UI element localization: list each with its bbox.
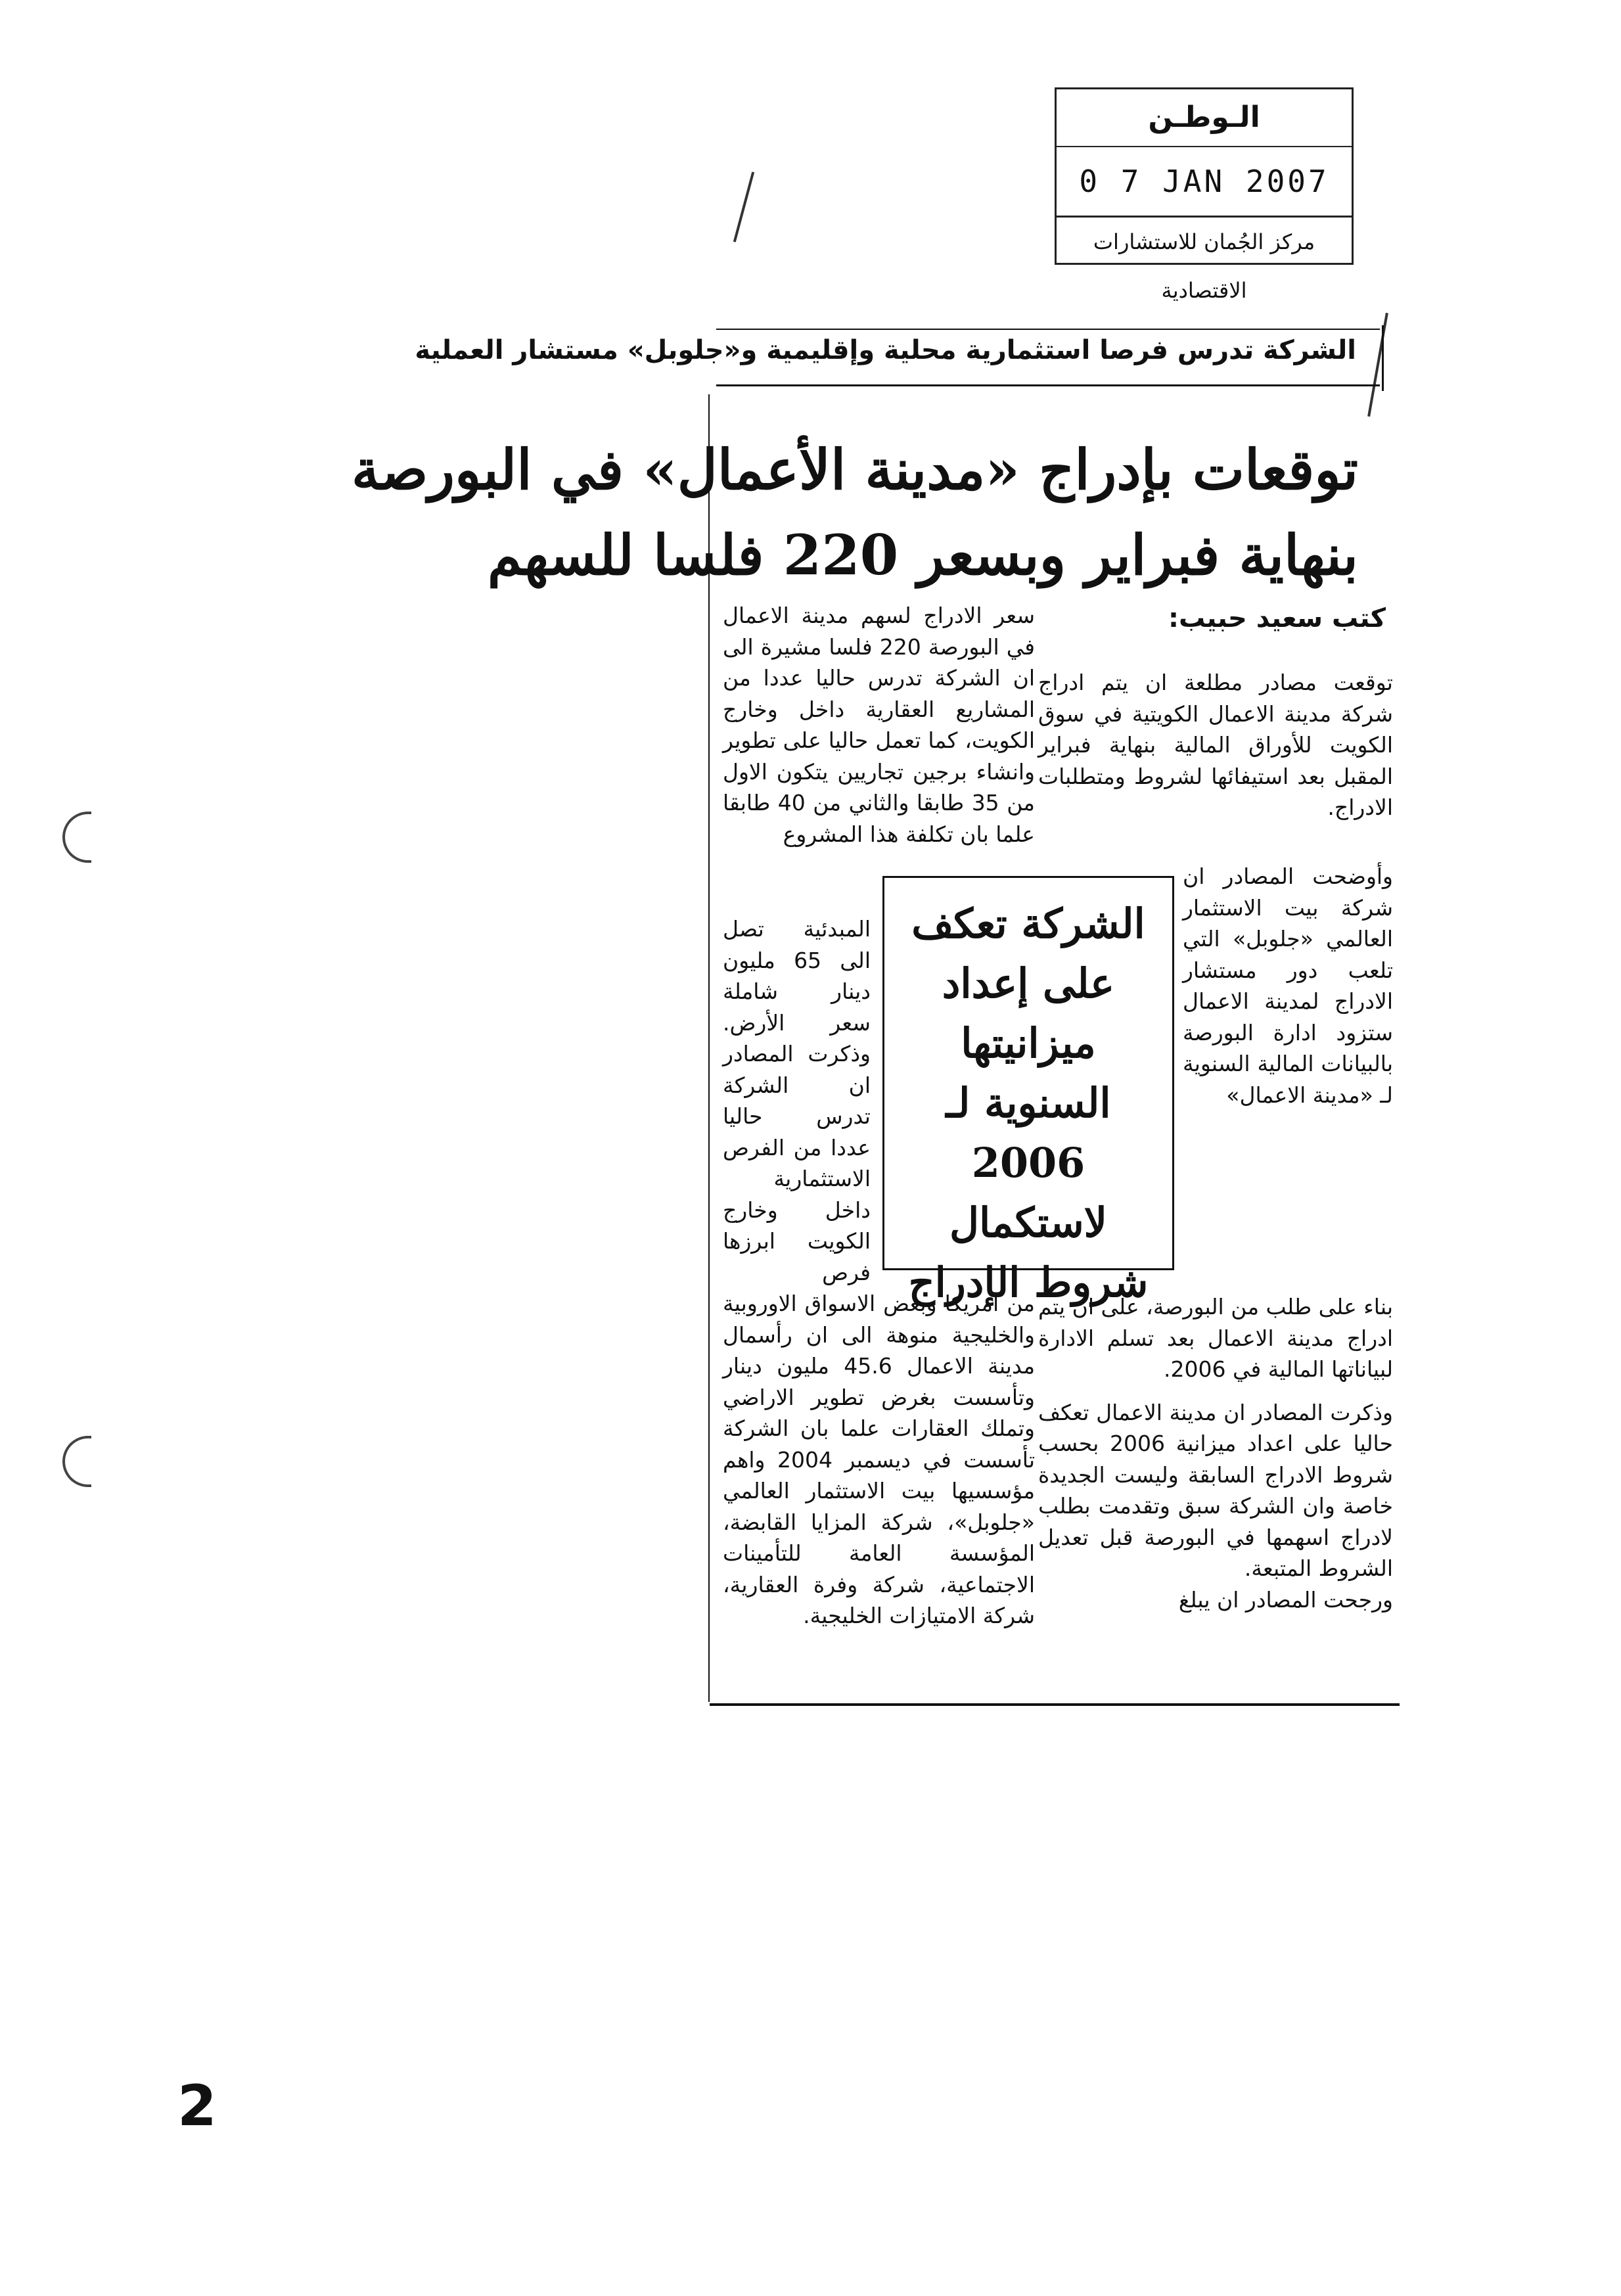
divider [716, 384, 1380, 386]
stamp-date: 0 7 JAN 2007 [1079, 164, 1329, 199]
paragraph: ورجحت المصادر ان يبلغ [1178, 1586, 1393, 1613]
paragraph: المبدئية تصل الى 65 مليون دينار شاملة سعر الأرض. وذكرت المصادر ان الشركة تدرس حاليا عددا من الفرص الاستثمارية داخل وخارج الكويت ابرزها فرص [723, 916, 871, 1285]
paragraph: سعر الادراج لسهم مدينة الاعمال في البورصة 220 فلسا مشيرة الى ان الشركة تدرس حاليا عددا من المشاريع العقارية داخل وخارج الكويت، كما تعمل حاليا على تطوير وانشاء برجين تجاريين يتكون الاول من 35 طابقا والثاني من 40 طابقا علما بان تكلفة هذا المشروع [723, 603, 1035, 847]
article-column-left-bottom [723, 1288, 1035, 1632]
stamp-newspaper-name: الـوطـن [1057, 89, 1352, 147]
article-column-left-narrow [723, 913, 871, 1288]
divider [710, 1703, 1400, 1706]
binder-hole [62, 812, 91, 863]
stamp-center-name: مركز الجُمان للاستشارات الاقتصادية [1057, 216, 1352, 266]
divider [716, 329, 1380, 330]
divider [1382, 325, 1384, 391]
article-column-right-narrow [1183, 861, 1393, 1111]
page-number: 2 [177, 2073, 217, 2139]
article-column-right-bottom [1038, 1291, 1393, 1615]
paragraph: وذكرت المصادر ان مدينة الاعمال تعكف حاليا على اعداد ميزانية 2006 بحسب شروط الادراج السابقة وليست الجديدة خاصة وان الشركة سبق وتقدمت بطلب لادراج اسهمها في البورصة قبل تعديل الشروط المتبعة. [1038, 1399, 1393, 1581]
byline: كتب سعيد حبيب: [1168, 603, 1386, 633]
binder-hole [62, 1436, 91, 1487]
pull-quote-box [882, 876, 1174, 1306]
pull-quote-text: الشركة تعكف على إعداد ميزانيتها السنوية لـ 2006 لاستكمال شروط الإدراج [908, 900, 1149, 1306]
article-column-left-top [723, 600, 1035, 850]
newspaper-stamp [1055, 87, 1354, 303]
pen-mark [733, 172, 754, 242]
article-column-right-top [1038, 667, 1393, 823]
article-kicker: الشركة تدرس فرصا استثمارية محلية وإقليمية و«جلوبل» مستشار العملية [415, 335, 1356, 365]
headline-line-2: بنهاية فبراير وبسعر 220 فلسا للسهم [487, 522, 1358, 587]
paragraph: وأوضحت المصادر ان شركة بيت الاستثمار العالمي «جلوبل» التي تلعب دور مستشار الادراج لمدينة الاعمال ستزود ادارة البورصة بالبيانات المالية السنوية لـ «مدينة الاعمال» [1183, 863, 1393, 1108]
headline-line-1: توقعات بإدراج «مدينة الأعمال» في البورصة [351, 437, 1358, 502]
paragraph: توقعت مصادر مطلعة ان يتم ادراج شركة مدينة الاعمال الكويتية في سوق الكويت للأوراق المالية بنهاية فبراير المقبل بعد استيفائها لشروط ومتطلبات الادراج. [1038, 670, 1393, 820]
paragraph: بناء على طلب من البورصة، على ان يتم ادراج مدينة الاعمال بعد تسلم الادارة لبياناتها المالية في 2006. [1038, 1294, 1393, 1382]
paragraph: من امريكا وبعض الاسواق الاوروبية والخليجية منوهة الى ان رأسمال مدينة الاعمال 45.6 مليون دينار وتأسست بغرض تطوير الاراضي وتملك العقارات علما بان الشركة تأسست في ديسمبر 2004 واهم مؤسسيها بيت الاستثمار العالمي «جلوبل»، شركة المزايا القابضة، المؤسسة العامة للتأمينات الاجتماعية، شركة وفرة العقارية، شركة الامتيازات الخليجية. [723, 1291, 1035, 1628]
